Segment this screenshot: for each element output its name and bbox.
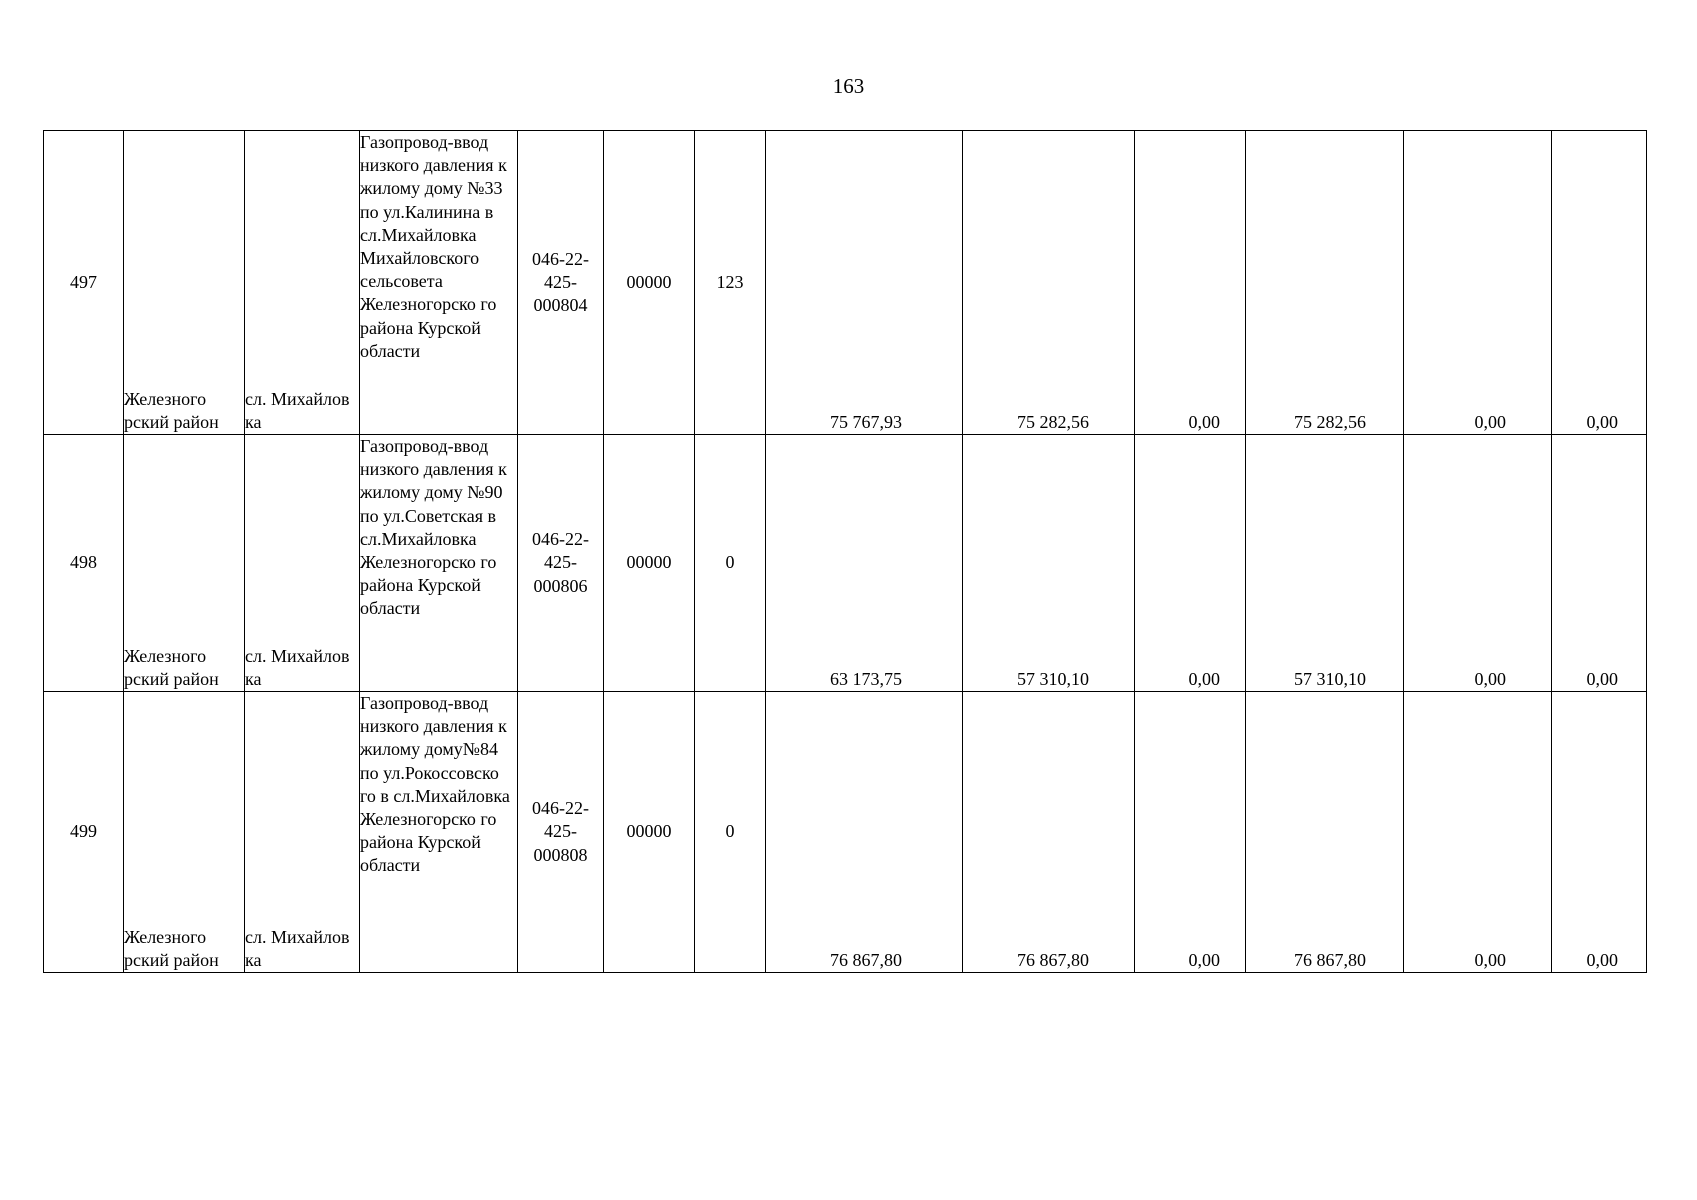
value-cell-6 xyxy=(1552,435,1647,692)
value-cell-3 xyxy=(1135,131,1246,435)
value-cell-4-text: 76 867,80 xyxy=(1294,949,1366,970)
value-cell-2 xyxy=(963,131,1135,435)
table-row xyxy=(44,692,1647,973)
value-cell-2-text: 76 867,80 xyxy=(1017,949,1089,970)
value-cell-2-text: 75 282,56 xyxy=(1017,411,1089,432)
object-name-cell: Газопровод-ввод низкого давления к жилому дому №33 по ул.Калинина в сл.Михайловка Михайловского сельсовета Железногорско го района Курской области xyxy=(360,131,518,435)
registry-code-cell: 046-22-425-000804 xyxy=(518,131,604,435)
district-cell: Железного рский район xyxy=(124,435,245,692)
value-cell-2 xyxy=(963,435,1135,692)
value-cell-1-text: 75 767,93 xyxy=(830,411,902,432)
row-number: 499 xyxy=(44,692,124,973)
row-number: 497 xyxy=(44,131,124,435)
table-row xyxy=(44,435,1647,692)
registry-code-cell: 046-22-425-000806 xyxy=(518,435,604,692)
registry-code-cell: 046-22-425-000808 xyxy=(518,692,604,973)
value-cell-3-text: 0,00 xyxy=(1188,668,1220,689)
object-name-cell: Газопровод-ввод низкого давления к жилому дому№84 по ул.Рокоссовско го в сл.Михайловка Железногорско го района Курской области xyxy=(360,692,518,973)
value-cell-6 xyxy=(1552,692,1647,973)
value-cell-1 xyxy=(766,435,963,692)
value-cell-3-text: 0,00 xyxy=(1188,949,1220,970)
row-number: 498 xyxy=(44,435,124,692)
value-cell-4 xyxy=(1246,435,1404,692)
quantity-cell: 123 xyxy=(695,131,766,435)
value-cell-4-text: 75 282,56 xyxy=(1294,411,1366,432)
district-cell: Железного рский район xyxy=(124,131,245,435)
value-cell-1 xyxy=(766,692,963,973)
value-cell-6 xyxy=(1552,131,1647,435)
value-cell-5-text: 0,00 xyxy=(1474,411,1506,432)
value-cell-5 xyxy=(1404,692,1552,973)
object-name-cell: Газопровод-ввод низкого давления к жилому дому №90 по ул.Советская в сл.Михайловка Железногорско го района Курской области xyxy=(360,435,518,692)
district-cell: Железного рский район xyxy=(124,692,245,973)
value-cell-5 xyxy=(1404,131,1552,435)
table-row xyxy=(44,131,1647,435)
locality-cell: сл. Михайлов ка xyxy=(245,692,360,973)
value-cell-2-text: 57 310,10 xyxy=(1017,668,1089,689)
page-number: 163 xyxy=(832,74,865,98)
value-cell-4-text: 57 310,10 xyxy=(1294,668,1366,689)
value-cell-5-text: 0,00 xyxy=(1474,949,1506,970)
value-cell-4 xyxy=(1246,692,1404,973)
value-cell-3-text: 0,00 xyxy=(1188,411,1220,432)
value-cell-5-text: 0,00 xyxy=(1474,668,1506,689)
value-cell-6-text: 0,00 xyxy=(1586,949,1618,970)
value-cell-1 xyxy=(766,131,963,435)
value-cell-2 xyxy=(963,692,1135,973)
okato-cell: 00000 xyxy=(604,692,695,973)
value-cell-1-text: 76 867,80 xyxy=(830,949,902,970)
value-cell-3 xyxy=(1135,692,1246,973)
locality-cell: сл. Михайлов ка xyxy=(245,435,360,692)
quantity-cell: 0 xyxy=(695,435,766,692)
registry-table xyxy=(43,130,1647,973)
value-cell-6-text: 0,00 xyxy=(1586,668,1618,689)
locality-cell: сл. Михайлов ка xyxy=(245,131,360,435)
quantity-cell: 0 xyxy=(695,692,766,973)
okato-cell: 00000 xyxy=(604,435,695,692)
okato-cell: 00000 xyxy=(604,131,695,435)
value-cell-6-text: 0,00 xyxy=(1586,411,1618,432)
value-cell-1-text: 63 173,75 xyxy=(830,668,902,689)
value-cell-3 xyxy=(1135,435,1246,692)
value-cell-4 xyxy=(1246,131,1404,435)
value-cell-5 xyxy=(1404,435,1552,692)
